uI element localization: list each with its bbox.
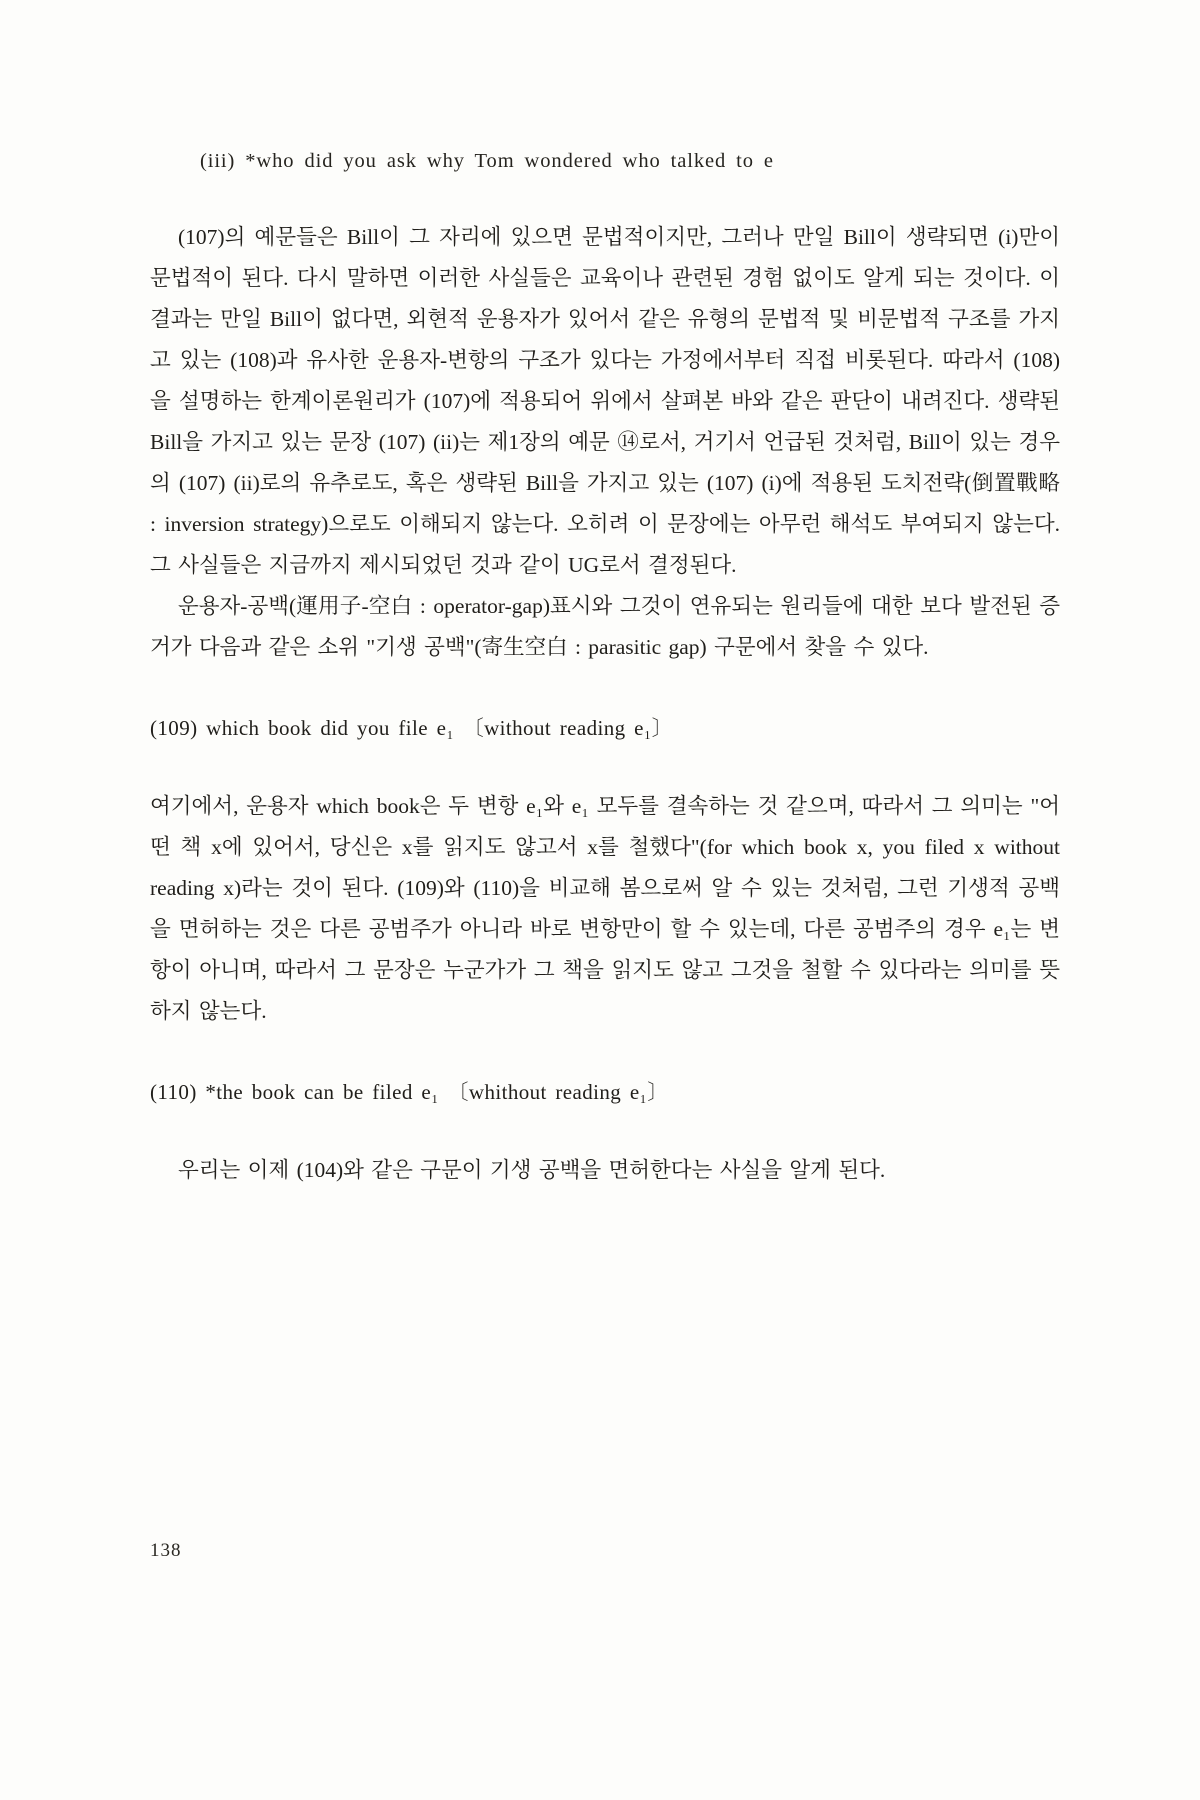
example-iii: (iii) *who did you ask why Tom wondered who talked to e — [200, 150, 774, 172]
spacer — [150, 1106, 1060, 1150]
spacer — [150, 1032, 1060, 1076]
spacer — [150, 173, 1060, 217]
spacer — [150, 742, 1060, 786]
page-number: 138 — [150, 1540, 182, 1561]
paragraph-1: (107)의 예문들은 Bill이 그 자리에 있으면 문법적이지만, 그러나 만일 Bill이 생략되면 (i)만이 문법적이 된다. 다시 말하면 이러한 사실들은 교육이나 관련된 경험 없이도 알게 되는 것이다. 이 결과는 만일 Bill이 없다면, 외현적 운용자가 있어서 같은 유형의 문법적 및 비문법적 구조를 가지고 있는 (108)과 유사한 운용자-변항의 구조가 있다는 가정에서부터 직접 비롯된다. 따라서 (108)을 설명하는 한계이론원리가 (107)에 적용되어 위에서 살펴본 바와 같은 판단이 내려진다. 생략된 Bill을 가지고 있는 문장 (107) (ii)는 제1장의 예문 ⑭로서, 거기서 언급된 것처럼, Bill이 있는 경우의 (107) (ii)로의 유추로도, 혹은 생략된 Bill을 가지고 있는 (107) (i)에 적용된 도치전략(倒置戰略 : inversion strategy)으로도 이해되지 않는다. 오히려 이 문장에는 아무런 해석도 부여되지 않는다. 그 사실들은 지금까지 제시되었던 것과 같이 UG로서 결정된다. — [150, 225, 1060, 577]
paragraph-2: 운용자-공백(運用子-空白 : operator-gap)표시와 그것이 연유되는 원리들에 대한 보다 발전된 증거가 다음과 같은 소위 "기생 공백"(寄生空白 : parasitic gap) 구문에서 찾을 수 있다. — [150, 594, 1060, 659]
example-110: (110) *the book can be filed e₁ 〔whithout reading e₁〕 — [150, 1080, 669, 1104]
paragraph-3: 여기에서, 운용자 which book은 두 변항 e₁와 e₁ 모두를 결속하는 것 같으며, 따라서 그 의미는 "어떤 책 x에 있어서, 당신은 x를 읽지도 않고서 x를 철했다"(for which book x, you filed x without reading x)라는 것이 된다. (109)와 (110)을 비교해 봄으로써 알 수 있는 것처럼, 그런 기생적 공백을 면허하는 것은 다른 공범주가 아니라 바로 변항만이 할 수 있는데, 다른 공범주의 경우 e₁는 변항이 아니며, 따라서 그 문장은 누군가가 그 책을 읽지도 않고 그것을 철할 수 있다라는 의미를 뜻하지 않는다. — [150, 794, 1060, 1023]
example-109: (109) which book did you file e₁ 〔without reading e₁〕 — [150, 716, 673, 740]
paragraph-4: 우리는 이제 (104)와 같은 구문이 기생 공백을 면허한다는 사실을 알게 된다. — [178, 1158, 886, 1182]
page-content — [150, 150, 1060, 1191]
spacer — [150, 668, 1060, 712]
